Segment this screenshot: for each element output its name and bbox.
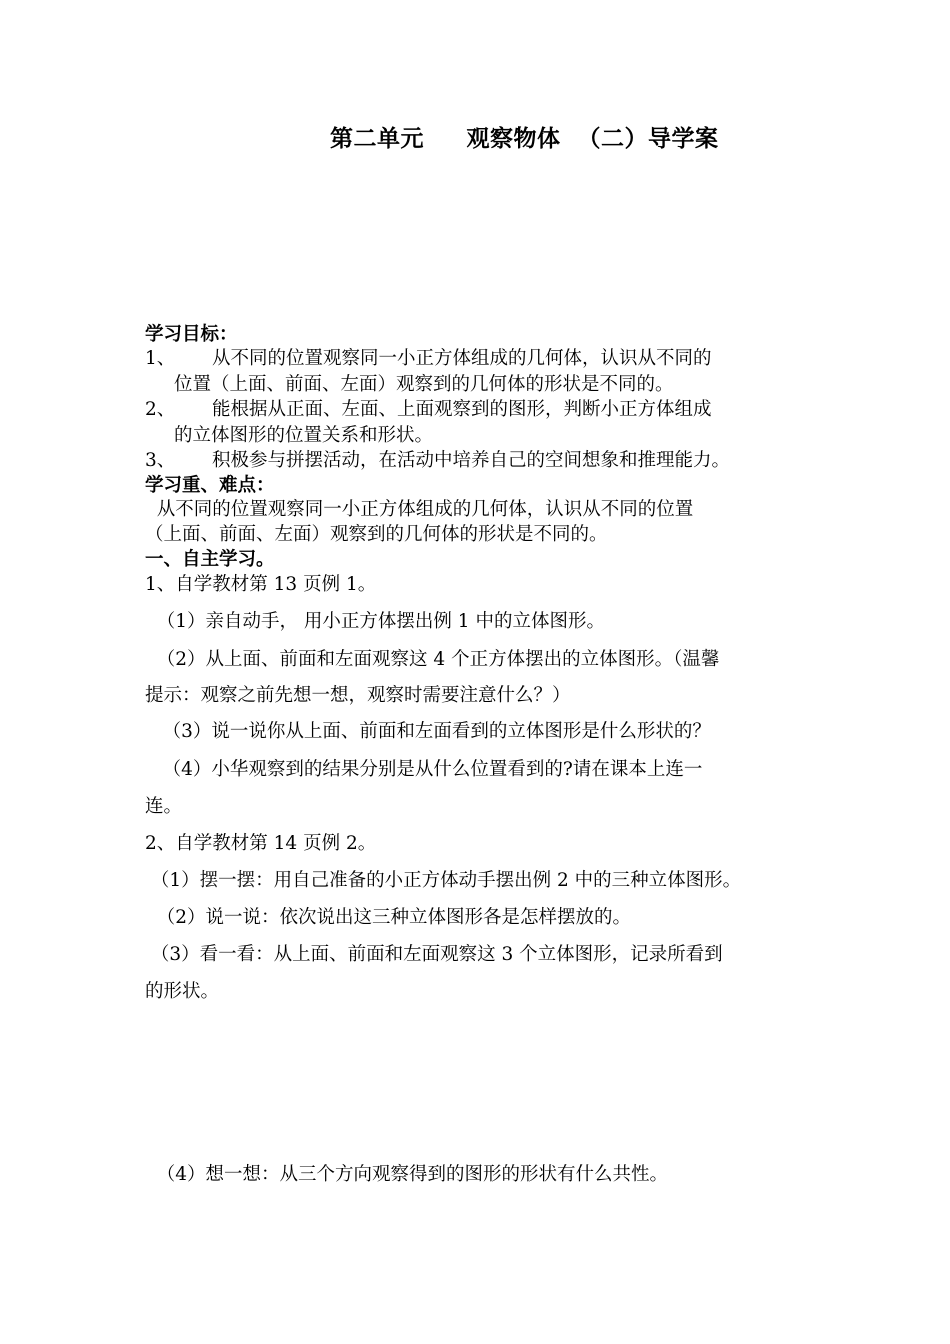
goal-3-line1: 积极参与拼摆活动，在活动中培养自己的空间想象和推理能力。 (212, 450, 731, 471)
part2-q4: （4）想一想：从三个方向观察得到的图形的形状有什么共性。 (145, 1164, 669, 1185)
part1-q2-line1: （2）从上面、前面和左面观察这 4 个正方体摆出的立体图形。（温馨 (145, 649, 720, 670)
part1-q4-line1: （4）小华观察到的结果分别是从什么位置看到的?请在课本上连一 (145, 759, 703, 780)
part2-q2: （2）说一说：依次说出这三种立体图形各是怎样摆放的。 (145, 907, 632, 928)
part1-title: 1、自学教材第 13 页例 1。 (145, 574, 377, 595)
key-points-line2: （上面、前面、左面）观察到的几何体的形状是不同的。 (145, 524, 608, 545)
key-points-heading: 学习重、难点： (145, 475, 275, 496)
goal-1-line1: 从不同的位置观察同一小正方体组成的几何体，认识从不同的 (212, 348, 712, 369)
goal-1-number: 1、 (145, 348, 176, 369)
self-study-heading: 一、自主学习。 (145, 549, 275, 570)
part2-title: 2、自学教材第 14 页例 2。 (145, 833, 377, 854)
goal-2-number: 2、 (145, 399, 176, 420)
goal-2-line1: 能根据从正面、左面、上面观察到的图形，判断小正方体组成 (212, 399, 712, 420)
key-points-line1: 从不同的位置观察同一小正方体组成的几何体，认识从不同的位置 (145, 499, 694, 520)
document-title: 第二单元 观察物体 （二）导学案 (330, 125, 719, 152)
goal-2-line2: 的立体图形的位置关系和形状。 (174, 425, 434, 446)
part1-q2-line2: 提示：观察之前先想一想，观察时需要注意什么？） (145, 685, 571, 706)
part1-q4-line2: 连。 (145, 796, 183, 817)
part2-q3-line2: 的形状。 (145, 981, 220, 1002)
part2-q1: （1）摆一摆：用自己准备的小正方体动手摆出例 2 中的三种立体图形。 (145, 870, 742, 891)
part2-q3-line1: （3）看一看：从上面、前面和左面观察这 3 个立体图形，记录所看到 (145, 944, 723, 965)
goal-1-line2: 位置（上面、前面、左面）观察到的几何体的形状是不同的。 (174, 374, 674, 395)
part1-q3: （3）说一说你从上面、前面和左面看到的立体图形是什么形状的？ (145, 721, 711, 742)
part1-q1: （1）亲自动手， 用小正方体摆出例 1 中的立体图形。 (145, 611, 605, 632)
goal-3-number: 3、 (145, 450, 176, 471)
goals-heading: 学习目标： (145, 324, 238, 345)
